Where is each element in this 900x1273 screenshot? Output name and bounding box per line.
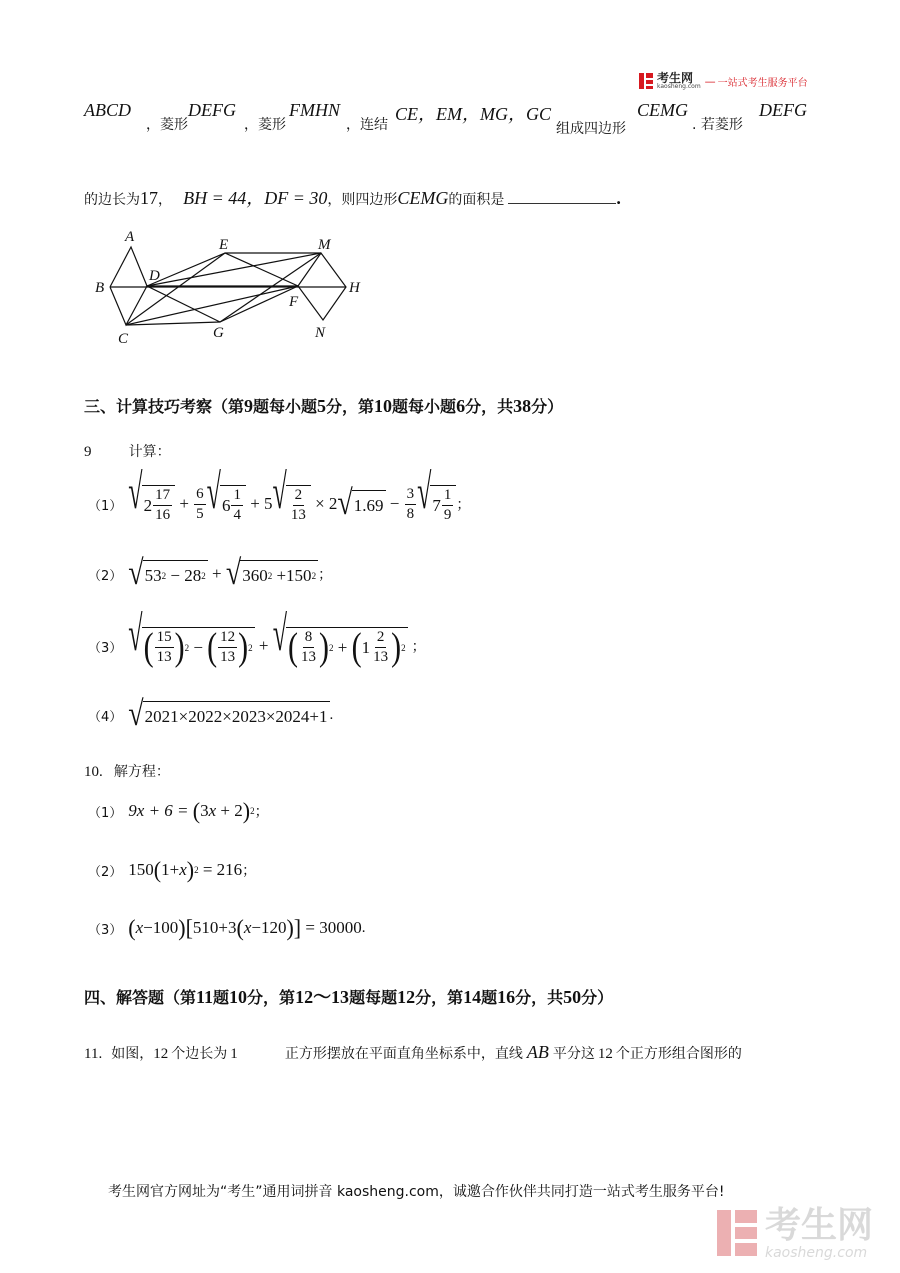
label-b: B	[95, 280, 105, 296]
label-h: H	[349, 280, 360, 296]
rhombus-defg-2: DEFG	[759, 100, 807, 120]
rhombus-defg: DEFG	[188, 100, 236, 120]
eq1-lhs: 9x + 6 =	[128, 801, 189, 820]
comma: ，	[158, 192, 172, 208]
q11-text-i: 个正方形组合图形的	[615, 1046, 742, 1062]
section4-heading: 四、解答题（第11题10分，第12～13题每题12分，第14题16分，共50分）	[84, 987, 614, 1007]
q10-number: 10.	[84, 764, 103, 780]
quad-cemg: CEMG	[637, 100, 688, 120]
period: .	[361, 919, 366, 936]
geometry-figure	[85, 225, 375, 350]
text-then-quad: ，则四边形	[327, 192, 398, 208]
q11-num-12b: 12	[597, 1046, 613, 1062]
header-logo: 考生网 kaosheng.com — 一站式考生服务平台	[638, 72, 808, 90]
logo-domain: kaosheng.com	[657, 83, 701, 90]
watermark	[715, 1205, 874, 1261]
text-side-length: 的边长为	[84, 192, 140, 208]
logo-name: 考生网	[657, 71, 694, 85]
q11-num-1: 1	[230, 1046, 238, 1062]
q10-text: 解方程：	[113, 764, 170, 780]
square-abcd: ABCD	[84, 100, 131, 120]
q9-part3: （3） √ ( $\frac{15}{13}$ ) 2 − ( $\frac{12}{13}$ ) 2 + √ ( $\frac{8}{13}$ ) 2 + ( 1 $\frac{2}{13}$ ) 2 ；	[88, 606, 426, 669]
label-d: D	[149, 268, 160, 284]
text-area-is: 的面积是	[448, 192, 505, 208]
watermark-name: 考生网	[765, 1205, 874, 1246]
eq2-lhs: 150	[128, 860, 154, 879]
semicolon: ；	[254, 804, 269, 820]
watermark-domain: kaosheng.com	[765, 1245, 868, 1261]
q9-part4: （4） √ 2021×2022×2023×2024+1 .	[88, 695, 334, 734]
q9-part1: （1） √ 2 $\frac{17}{16}$ + $\frac{6}{5}$ √ 6 $\frac{1}{4}$ + 5 √ $\frac{2}{13}$ × 2 √ 1.69 − $\frac{3}{8}$ √ 7 $\frac{1}{9}$ ；	[88, 464, 471, 523]
problem8-line2	[84, 184, 621, 210]
part-label: （3）	[88, 922, 123, 938]
part-label: （1）	[88, 805, 123, 821]
answer-blank[interactable]	[508, 189, 616, 204]
given-lengths: BH = 44，DF = 30	[183, 188, 328, 208]
q11-text-e: 正方形摆放在平面直角坐标系中，直线	[284, 1046, 523, 1062]
q10-part1: （1） 9x + 6 = ( 3 x + 2 ) 2 ；	[88, 797, 269, 824]
label-f: F	[289, 294, 299, 310]
part-label: （1）	[88, 498, 123, 514]
q10-part2: （2） 150 ( 1+ x ) 2 = 216 ；	[88, 856, 257, 883]
value-17: 17	[140, 188, 158, 208]
label-c: C	[118, 331, 129, 347]
label-m: M	[318, 237, 331, 253]
q11-text-c: 个边长为	[171, 1046, 228, 1062]
label-a: A	[125, 229, 135, 245]
semicolon: ；	[456, 497, 471, 513]
logo-slogan: 一站式考生服务平台	[717, 77, 808, 89]
part-label: （2）	[88, 568, 123, 584]
part-label: （4）	[88, 709, 123, 725]
eq3-rhs: 30000	[319, 918, 362, 937]
line-ab: AB	[526, 1042, 549, 1062]
label-n: N	[315, 325, 326, 341]
label-g: G	[213, 325, 224, 341]
section3-heading: 三、计算技巧考察（第9题每小题5分，第10题每小题6分，共38分）	[84, 396, 564, 416]
q10-part3: （3） ( x −100 ) [ 510+3 ( x −120 ) ] = 30000 .	[88, 914, 366, 941]
q11-num-12: 12	[153, 1046, 169, 1062]
q9-header	[84, 441, 171, 461]
q11-text-g: 平分这	[552, 1046, 595, 1062]
text-form-quad: 组成四边形	[556, 121, 626, 137]
segments-list: CE，EM，MG，GC	[395, 104, 551, 124]
part-label: （2）	[88, 864, 123, 880]
q9-number: 9	[84, 444, 92, 460]
watermark-logo-icon	[715, 1208, 759, 1258]
q9-part2: （2） √ 53 2 − 28 2 + √ 360 2 +150 2 ；	[88, 554, 333, 593]
q11-line	[84, 1042, 742, 1063]
period: .	[329, 706, 334, 723]
part-label: （3）	[88, 640, 123, 656]
semicolon: ；	[242, 863, 257, 879]
semicolon: ；	[318, 567, 333, 583]
text-if-rhombus: . 若菱形	[692, 117, 743, 133]
q10-header	[84, 761, 170, 781]
kaosheng-logo-icon	[638, 72, 654, 90]
rhombus-fmhn: FMHN	[289, 100, 340, 120]
text-rhombus-1: ，菱形	[146, 117, 188, 133]
semicolon: ；	[411, 639, 426, 655]
footer-text: 考生网官方网址为“考生”通用词拼音 kaosheng.com，诚邀合作伙伴共同打造一站式考生服务平台!	[108, 1184, 725, 1200]
text-rhombus-2: ，菱形	[244, 117, 286, 133]
period: .	[616, 188, 621, 208]
text-connect: ，连结	[346, 117, 388, 133]
label-e: E	[219, 237, 229, 253]
quad-cemg-2: CEMG	[397, 188, 449, 208]
eq2-rhs: = 216	[202, 860, 243, 879]
q9-text: 计算：	[128, 444, 171, 460]
q11-text-a: 如图，	[111, 1046, 154, 1062]
q11-number: 11.	[84, 1046, 103, 1062]
